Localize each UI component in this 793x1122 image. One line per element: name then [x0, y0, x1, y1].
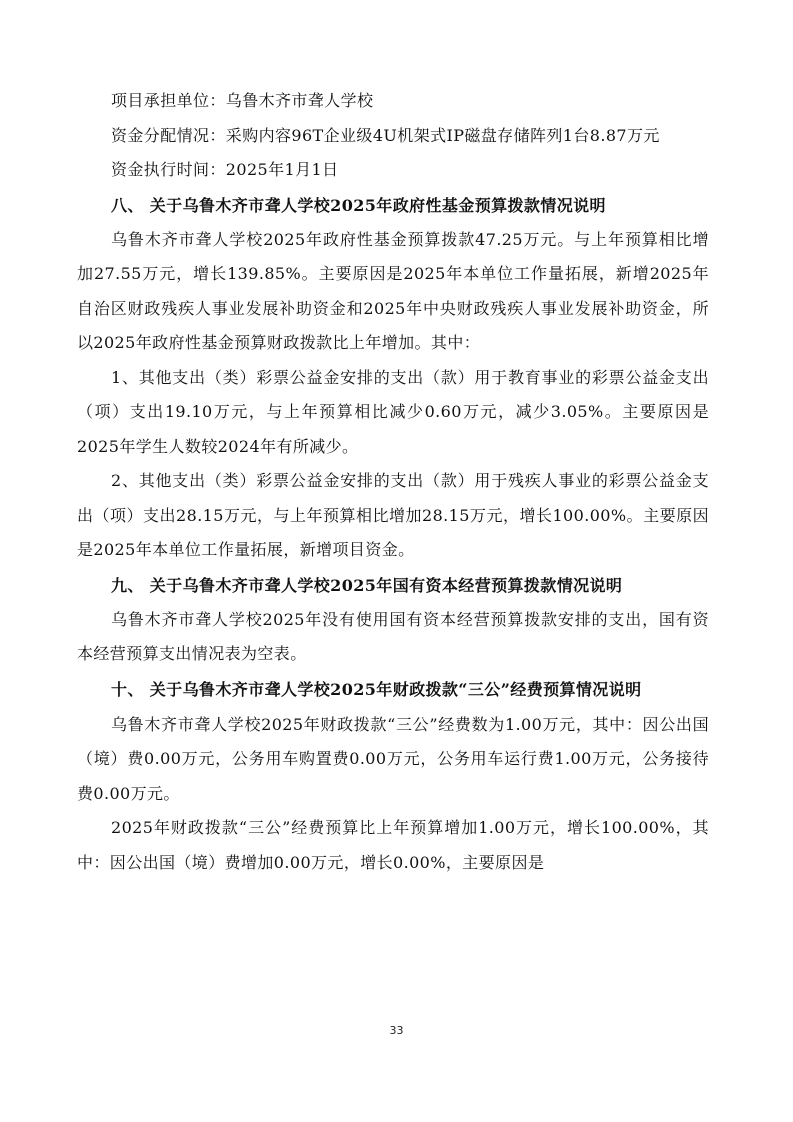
- paragraph-fund-item-2: 2、其他支出（类）彩票公益金安排的支出（款）用于残疾人事业的彩票公益金支出（项）支出28.15万元，与上年预算相比增加28.15万元，增长100.00%。主要原因是2025年本单位工作量拓展，新增项目资金。: [77, 471, 709, 559]
- section-heading-8: 八、 关于乌鲁木齐市聋人学校2025年政府性基金预算拨款情况说明: [111, 195, 606, 215]
- paragraph-fund-allocation: 资金分配情况：采购内容96T企业级4U机架式IP磁盘存储阵列1台8.87万元: [111, 125, 660, 145]
- paragraph-three-public-comparison: 2025年财政拨款“三公”经费预算比上年预算增加1.00万元，增长100.00%，其中：因公出国（境）费增加0.00万元，增长0.00%，主要原因是: [77, 818, 709, 872]
- paragraph-fund-item-1: 1、其他支出（类）彩票公益金安排的支出（款）用于教育事业的彩票公益金支出（项）支出19.10万元，与上年预算相比减少0.60万元，减少3.05%。主要原因是2025年学生人数较2024年有所减少。: [77, 367, 709, 456]
- paragraph-project-unit: 项目承担单位：乌鲁木齐市聋人学校: [111, 91, 374, 110]
- page-content: [77, 84, 709, 880]
- section-heading-10: 十、 关于乌鲁木齐市聋人学校2025年财政拨款“三公”经费预算情况说明: [111, 679, 642, 699]
- page-number: 33: [389, 1024, 404, 1037]
- paragraph-three-public-summary: 乌鲁木齐市聋人学校2025年财政拨款“三公”经费数为1.00万元，其中：因公出国（境）费0.00万元，公务用车购置费0.00万元，公务用车运行费1.00万元，公务接待费0.00万元。: [77, 714, 709, 803]
- paragraph-fund-execution-time: 资金执行时间：2025年1月1日: [111, 160, 339, 179]
- paragraph-state-capital: 乌鲁木齐市聋人学校2025年没有使用国有资本经营预算拨款安排的支出，国有资本经营预算支出情况表为空表。: [77, 609, 709, 663]
- paragraph-fund-budget-summary: 乌鲁木齐市聋人学校2025年政府性基金预算拨款47.25万元。与上年预算相比增加27.55万元，增长139.85%。主要原因是2025年本单位工作量拓展，新增2025年自治区财政残疾人事业发展补助资金和2025年中央财政残疾人事业发展补助资金，所以2025年政府性基金预算财政拨款比上年增加。其中：: [77, 229, 709, 352]
- section-heading-9: 九、 关于乌鲁木齐市聋人学校2025年国有资本经营预算拨款情况说明: [111, 575, 623, 595]
